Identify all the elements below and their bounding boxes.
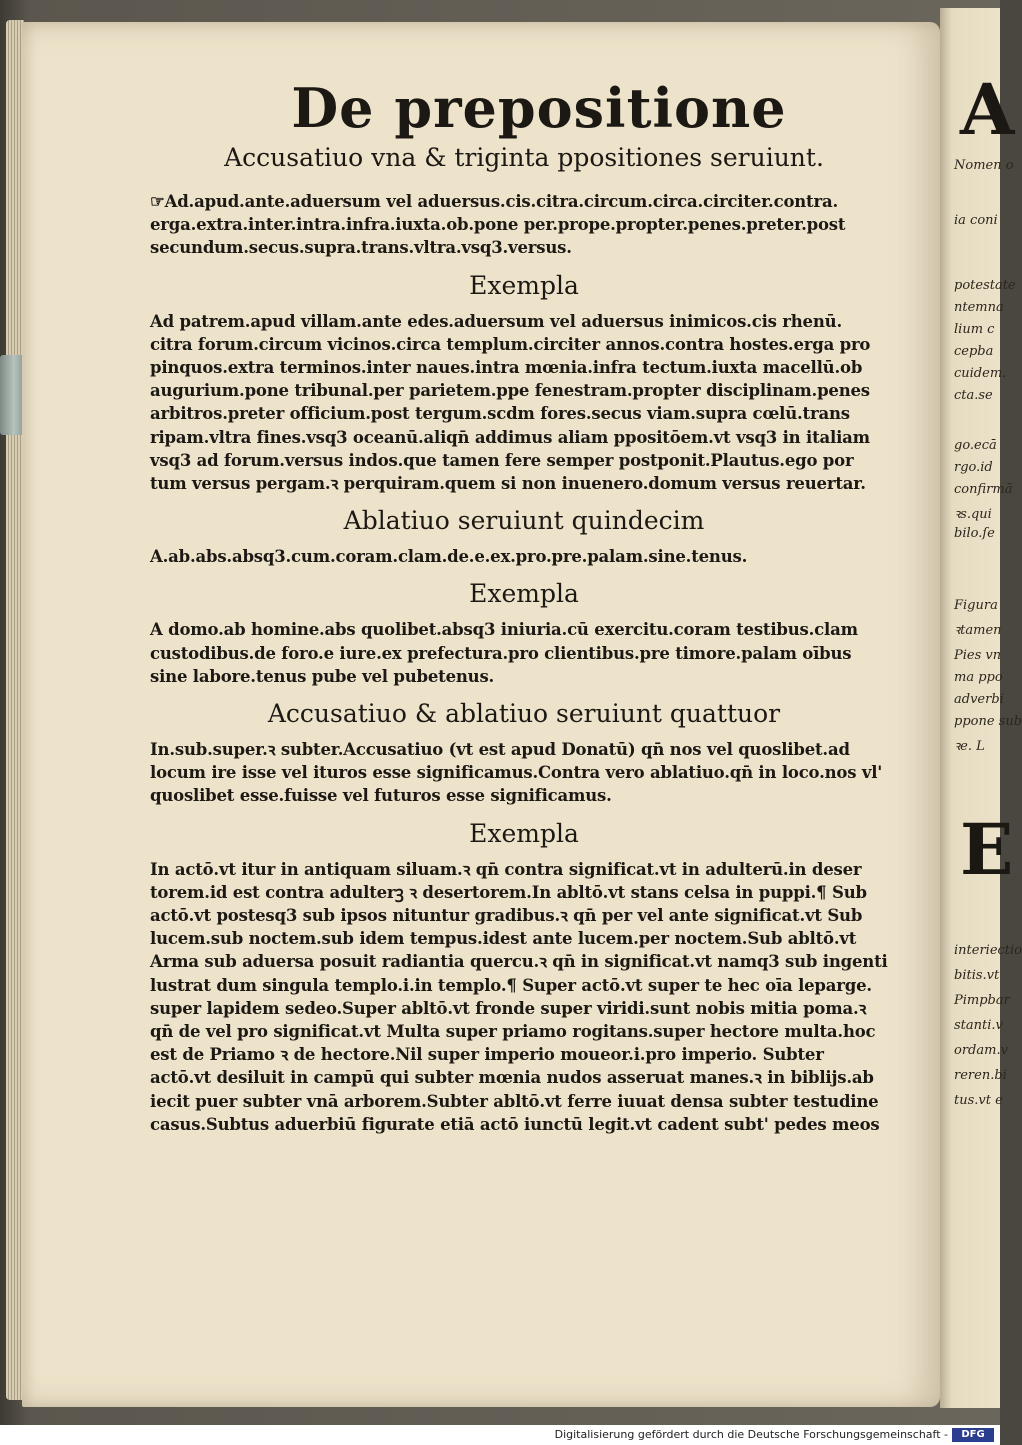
section-heading: Exempla xyxy=(469,818,579,848)
neighbor-line: ꝛs.qui xyxy=(954,507,992,522)
text-line: vsq3 ad forum.versus indos.que tamen fere semper postponit.Plautus.ego por xyxy=(150,450,854,470)
text-line: Arma sub aduersa posuit radiantia quercu.ꝛ qn̄ in significat.vt namq3 sub ingenti xyxy=(150,952,888,972)
text-line: ripam.vltra fines.vsq3 oceanū.aliqn̄ addimus aliam ppositōem.vt vsq3 in italiam xyxy=(150,427,870,447)
neighbor-line: Nomen o xyxy=(954,158,1014,173)
text-line: lustrat dum singula templo.i.in templo.¶ Super actō.vt super te hec oīa leparge. xyxy=(150,975,872,995)
text-line: sine labore.tenus pube vel pubetenus. xyxy=(150,666,495,686)
text-line: quoslibet esse.fuisse vel futuros esse significamus. xyxy=(150,786,612,806)
text-sections xyxy=(150,190,898,1136)
text-line: Ad patrem.apud villam.ante edes.aduersum vel aduersus inimicos.cis rhenū. xyxy=(150,311,842,331)
text-line: A.ab.abs.absq3.cum.coram.clam.de.e.ex.pro.pre.palam.sine.tenus. xyxy=(150,547,748,567)
text-line: A domo.ab homine.abs quolibet.absq3 iniuria.cū exercitu.coram testibus.clam xyxy=(150,620,858,640)
neighbor-line: rgo.id xyxy=(954,460,993,475)
neighbor-line: reren.bi xyxy=(954,1068,1007,1083)
neighbor-initial: A xyxy=(960,68,1015,151)
text-line: augurium.pone tribunal.per parietem.ppe fenestram.propter disciplinam.penes xyxy=(150,381,870,401)
text-line: est de Priamo ꝛ de hectore.Nil super imperio moueor.i.pro imperio. Subter xyxy=(150,1045,824,1065)
section-paragraph xyxy=(150,858,898,1136)
section-paragraph xyxy=(150,618,898,688)
neighbor-line: interiectio xyxy=(954,943,1022,958)
dfg-logo: DFG xyxy=(952,1428,994,1442)
section-heading: Exempla xyxy=(469,579,579,609)
page-title: De prepositione xyxy=(291,76,787,140)
neighbor-line: bilo.ſe xyxy=(954,526,995,541)
section-paragraph xyxy=(150,738,898,808)
text-line: casus.Subtus aduerbiū figurate etiā actō iunctū legit.vt cadent subt' pedes meos xyxy=(150,1114,880,1134)
text-line: arbitros.preter officium.post tergum.scdm fores.secus viam.supra cœlū.trans xyxy=(150,404,850,424)
text-line: lucem.sub noctem.sub idem tempus.idest ante lucem.per noctem.Sub abltō.vt xyxy=(150,929,857,949)
neighbor-line: cuidem. xyxy=(954,366,1007,381)
neighbor-line: ppone sub xyxy=(954,714,1022,729)
neighbor-line: ntemna xyxy=(954,300,1004,315)
text-line: super lapidem sedeo.Super abltō.vt fronde super viridi.sunt nobis mitia poma.ꝛ xyxy=(150,998,867,1018)
neighbor-page xyxy=(940,8,1022,1408)
section-paragraph xyxy=(150,310,898,496)
neighbor-line: ma ppo xyxy=(954,670,1003,685)
section-heading: Exempla xyxy=(469,270,579,300)
neighbor-line: stanti.v xyxy=(954,1018,1003,1033)
text-line: qn̄ de vel pro significat.vt Multa super priamo rogitans.super hectore multa.hoc xyxy=(150,1022,876,1042)
neighbor-line: bitis.vt xyxy=(954,968,1000,983)
neighbor-line: go.ecā xyxy=(954,438,997,453)
neighbor-line: potestate xyxy=(954,278,1016,293)
text-line: custodibus.de foro.e iure.ex prefectura.pro clientibus.pre timore.palam oībus xyxy=(150,643,852,663)
text-line: actō.vt desiluit in campū qui subter mœnia nudos asseruat manes.ꝛ in biblijs.ab xyxy=(150,1068,874,1088)
neighbor-line: cta.se xyxy=(954,388,993,403)
text-line: actō.vt postesq3 sub ipsos nituntur gradibus.ꝛ qn̄ per vel ante significat.vt Sub xyxy=(150,906,863,926)
neighbor-line: tus.vt e xyxy=(954,1093,1003,1108)
neighbor-line: Figura xyxy=(954,598,998,613)
text-line: tum versus pergam.ꝛ perquiram.quem si non inuenero.domum versus reuertar. xyxy=(150,474,866,494)
page-subtitle: Accusatiuo vna & triginta ppositiones seruiunt. xyxy=(224,143,824,172)
text-line: secundum.secus.supra.trans.vltra.vsq3.versus. xyxy=(150,238,572,258)
text-line: iecit puer subter vnā arborem.Subter abltō.vt ferre iuuat densa subter testudine xyxy=(150,1091,879,1111)
section-heading: Ablatiuo seruiunt quindecim xyxy=(343,506,705,536)
footer-credit: Digitalisierung gefördert durch die Deutsche Forschungsgemeinschaft - xyxy=(554,1428,948,1441)
neighbor-line: confirmā xyxy=(954,482,1013,497)
neighbor-line: ordam.v xyxy=(954,1043,1008,1058)
neighbor-line: lium c xyxy=(954,322,995,337)
neighbor-line: cepba xyxy=(954,344,994,359)
neighbor-initial: E xyxy=(960,808,1014,891)
text-line: torem.id est contra adulterꝫ ꝛ desertorem.In abltō.vt stans celsa in puppi.¶ Sub xyxy=(150,882,867,902)
section-heading: Accusatiuo & ablatiuo seruiunt quattuor xyxy=(267,699,781,729)
text-line: ☞Ad.apud.ante.aduersum vel aduersus.cis.citra.circum.circa.circiter.contra. xyxy=(150,192,838,211)
neighbor-line: Pies vn xyxy=(954,648,1002,663)
neighbor-line: ꝛtamen xyxy=(954,623,1002,638)
neighbor-line: ꝛe. L xyxy=(954,739,985,754)
neighbor-line: adverbi xyxy=(954,692,1004,707)
page-content xyxy=(150,78,898,1136)
text-line: erga.extra.inter.intra.infra.iuxta.ob.pone per.prope.propter.penes.preter.post xyxy=(150,215,846,235)
text-line: In.sub.super.ꝛ subter.Accusatiuo (vt est apud Donatū) qn̄ nos vel quoslibet.ad xyxy=(150,740,850,760)
text-line: locum ire isse vel ituros esse significamus.Contra vero ablatiuo.qn̄ in loco.nos vl' xyxy=(150,763,883,783)
section-paragraph xyxy=(150,545,898,568)
text-line: citra forum.circum vicinos.circa templum.circiter annos.contra hostes.erga pro xyxy=(150,334,871,354)
text-line: pinquos.extra terminos.inter naues.intra mœnia.infra tectum.iuxta macellū.ob xyxy=(150,358,863,378)
text-line: In actō.vt itur in antiquam siluam.ꝛ qn̄ contra significat.vt in adulterū.in deser xyxy=(150,859,862,879)
neighbor-line: ia coni xyxy=(954,213,998,228)
neighbor-line: Pimpbar xyxy=(954,993,1010,1008)
section-paragraph xyxy=(150,190,898,260)
footer-bar xyxy=(0,1425,1000,1445)
